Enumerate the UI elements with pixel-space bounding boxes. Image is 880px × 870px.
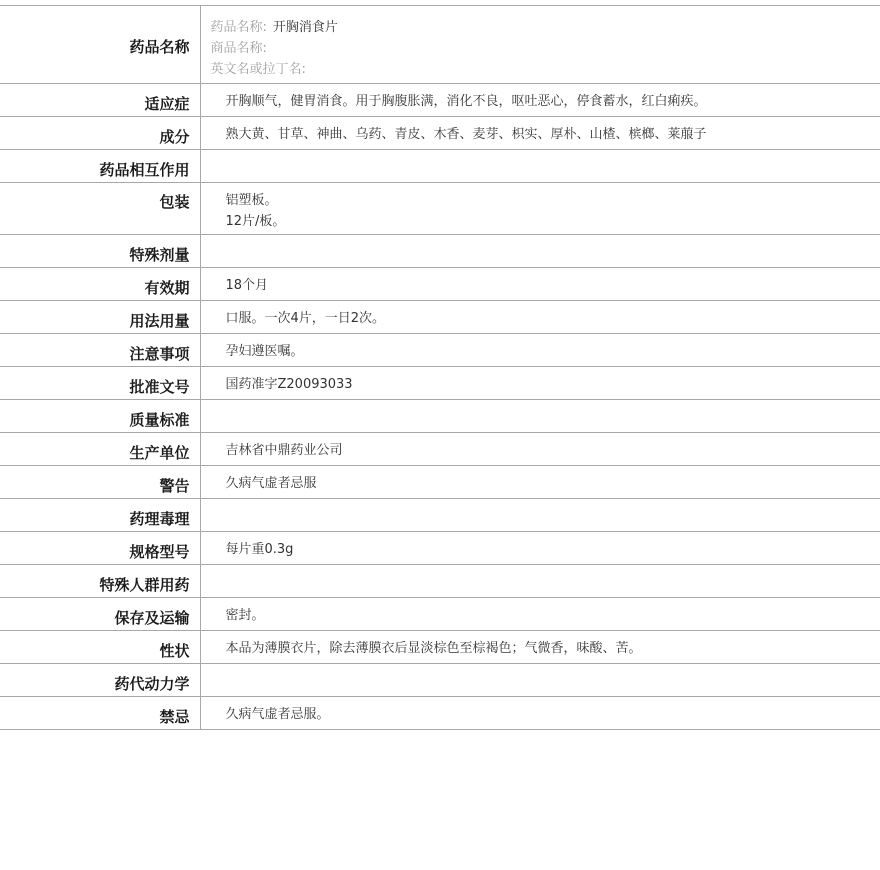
- generic-name-label: 药品名称:: [210, 20, 267, 35]
- generic-name-value: 开胸消食片: [272, 20, 338, 35]
- row-label-ingredients: 成分: [0, 117, 200, 150]
- table-row-approval-number: [0, 367, 880, 400]
- row-value-approval-number: 国药准字Z20093033: [200, 367, 880, 400]
- row-label-precautions: 注意事项: [0, 334, 200, 367]
- row-label-manufacturer: 生产单位: [0, 433, 200, 466]
- packaging-line-2: 12片/板。: [225, 214, 286, 229]
- row-label-quality-standard: 质量标准: [0, 400, 200, 433]
- table-row-description: [0, 631, 880, 664]
- packaging-line-1: 铝塑板。: [225, 193, 278, 208]
- table-row-indications: [0, 84, 880, 117]
- table-row-storage: [0, 598, 880, 631]
- row-value-manufacturer: 吉林省中鼎药业公司: [200, 433, 880, 466]
- row-label-drug-name: 药品名称: [0, 6, 200, 84]
- table-row-packaging: [0, 183, 880, 235]
- row-value-special-dosage: [200, 235, 880, 268]
- row-label-drug-interactions: 药品相互作用: [0, 150, 200, 183]
- table-row-quality-standard: [0, 400, 880, 433]
- table-row-specification: [0, 532, 880, 565]
- table-row-manufacturer: [0, 433, 880, 466]
- row-label-storage: 保存及运输: [0, 598, 200, 631]
- row-label-special-dosage: 特殊剂量: [0, 235, 200, 268]
- row-value-storage: 密封。: [200, 598, 880, 631]
- generic-name-line: [211, 17, 880, 38]
- row-value-packaging: [200, 183, 880, 235]
- name-details: [200, 6, 880, 84]
- row-label-special-populations: 特殊人群用药: [0, 565, 200, 598]
- trade-name-line: [211, 38, 880, 59]
- row-value-pharmacology: [200, 499, 880, 532]
- row-label-approval-number: 批准文号: [0, 367, 200, 400]
- row-value-pharmacokinetics: [200, 664, 880, 697]
- row-label-contraindications: 禁忌: [0, 697, 200, 730]
- english-name-label: 英文名或拉丁名:: [210, 62, 306, 77]
- row-value-quality-standard: [200, 400, 880, 433]
- row-label-shelf-life: 有效期: [0, 268, 200, 301]
- row-label-description: 性状: [0, 631, 200, 664]
- row-label-pharmacokinetics: 药代动力学: [0, 664, 200, 697]
- table-row-pharmacology: [0, 499, 880, 532]
- row-value-indications: 开胸顺气，健胃消食。用于胸腹胀满，消化不良，呕吐恶心，停食蓄水，红白痢疾。: [200, 84, 880, 117]
- row-label-pharmacology: 药理毒理: [0, 499, 200, 532]
- english-name-line: [211, 59, 880, 80]
- row-value-ingredients: 熟大黄、甘草、神曲、乌药、青皮、木香、麦芽、枳实、厚朴、山楂、槟榔、莱菔子: [200, 117, 880, 150]
- row-label-dosage: 用法用量: [0, 301, 200, 334]
- row-value-contraindications: 久病气虚者忌服。: [200, 697, 880, 730]
- row-value-warning: 久病气虚者忌服: [200, 466, 880, 499]
- table-row-precautions: [0, 334, 880, 367]
- row-value-special-populations: [200, 565, 880, 598]
- row-value-precautions: 孕妇遵医嘱。: [200, 334, 880, 367]
- table-row-ingredients: [0, 117, 880, 150]
- table-row-shelf-life: [0, 268, 880, 301]
- row-label-specification: 规格型号: [0, 532, 200, 565]
- row-value-specification: 每片重0.3g: [200, 532, 880, 565]
- drug-info-table: [0, 5, 880, 730]
- table-row-pharmacokinetics: [0, 664, 880, 697]
- row-value-drug-interactions: [200, 150, 880, 183]
- table-row-drug-interactions: [0, 150, 880, 183]
- table-row-dosage: [0, 301, 880, 334]
- row-label-packaging: 包装: [0, 183, 200, 235]
- trade-name-label: 商品名称:: [210, 41, 267, 56]
- row-label-indications: 适应症: [0, 84, 200, 117]
- table-row-contraindications: [0, 697, 880, 730]
- table-row-special-populations: [0, 565, 880, 598]
- row-value-shelf-life: 18个月: [200, 268, 880, 301]
- table-row-special-dosage: [0, 235, 880, 268]
- row-value-dosage: 口服。一次4片，一日2次。: [200, 301, 880, 334]
- row-value-description: 本品为薄膜衣片，除去薄膜衣后显淡棕色至棕褐色；气微香，味酸、苦。: [200, 631, 880, 664]
- table-row-warning: [0, 466, 880, 499]
- row-label-warning: 警告: [0, 466, 200, 499]
- table-row-drug-name: [0, 6, 880, 84]
